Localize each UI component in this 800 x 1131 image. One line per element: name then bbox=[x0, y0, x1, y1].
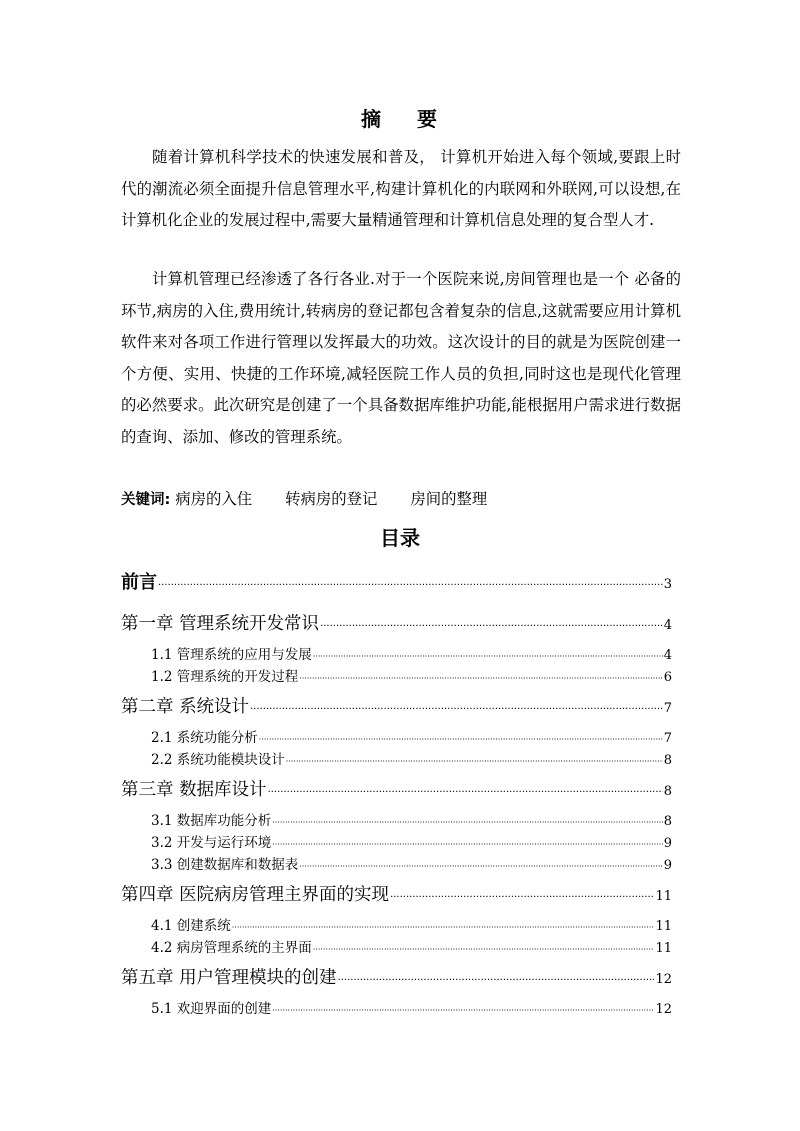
abstract-paragraph-2: 计算机管理已经渗透了各行各业.对于一个医院来说,房间管理也是一个 必备的环节,病房的入住,费用统计,转病房的登记都包含着复杂的信息,这就需要应用计算机软件来对各项工作进行管理以发挥最大的功效。这次设计的目的就是为医院创建一个方便、实用、快捷的工作环境,减轻医院工作人员的负担,同时这也是现代化管理的必然要求。此次研究是创建了一个具备数据库维护功能,能根据用户需求进行数据的查询、添加、修改的管理系统。 bbox=[121, 270, 681, 446]
toc-leader-dots bbox=[390, 892, 654, 903]
toc-entry-page: 12 bbox=[655, 972, 672, 987]
toc-entry-text: 3.1 数据库功能分析 bbox=[151, 813, 272, 829]
keywords-separator: : bbox=[164, 492, 171, 508]
toc-entry-section[interactable] bbox=[151, 748, 672, 768]
toc-entry-chapter-3[interactable] bbox=[121, 776, 672, 801]
toc-leader-dots bbox=[272, 818, 662, 827]
toc-entry-section[interactable] bbox=[151, 643, 672, 663]
toc-entry-section[interactable] bbox=[151, 809, 672, 829]
toc-entry-section[interactable] bbox=[151, 997, 672, 1017]
abstract-title-right: 要 bbox=[417, 107, 439, 131]
toc-leader-dots bbox=[259, 735, 663, 744]
toc-entry-text: 4.2 病房管理系统的主界面 bbox=[151, 940, 312, 956]
toc-entry-page: 4 bbox=[663, 618, 672, 633]
abstract-title bbox=[0, 103, 800, 132]
toc-entry-section[interactable] bbox=[151, 726, 672, 746]
toc-entry-page: 6 bbox=[663, 670, 672, 685]
toc-entry-chapter-2[interactable] bbox=[121, 693, 672, 718]
toc-entry-section[interactable] bbox=[151, 936, 672, 956]
abstract-paragraph-1: 随着计算机科学技术的快速发展和普及， 计算机开始进入每个领域,要跟上时代的潮流必须全面提升信息管理水平,构建计算机化的内联网和外联网,可以设想,在计算机化企业的发展过程中,需要大量精通管理和计算机信息处理的复合型人才. bbox=[121, 148, 681, 229]
toc-entry-text: 4.1 创建系统 bbox=[151, 918, 231, 934]
toc-leader-dots bbox=[313, 945, 655, 954]
toc-entry-text: 1.1 管理系统的应用与发展 bbox=[151, 647, 312, 663]
toc-entry-text: 第三章 数据库设计 bbox=[121, 780, 267, 800]
toc-entry-page: 8 bbox=[663, 753, 672, 768]
toc-leader-dots bbox=[272, 840, 662, 849]
toc-entry-text: 第一章 管理系统开发常识 bbox=[121, 614, 320, 634]
toc-entry-page: 11 bbox=[655, 941, 672, 956]
keywords-line bbox=[121, 486, 681, 513]
toc-entry-page: 11 bbox=[655, 889, 672, 904]
toc-entry-page: 3 bbox=[663, 577, 672, 592]
toc-leader-dots bbox=[158, 580, 663, 591]
toc-entry-section[interactable] bbox=[151, 831, 672, 851]
toc-entry-preface[interactable] bbox=[121, 568, 672, 594]
toc-entry-section[interactable] bbox=[151, 914, 672, 934]
toc-entry-text: 第五章 用户管理模块的创建 bbox=[121, 968, 337, 988]
toc-leader-dots bbox=[313, 652, 663, 661]
toc-leader-dots bbox=[232, 923, 655, 932]
toc-entry-text: 第二章 系统设计 bbox=[121, 697, 250, 717]
toc-entry-text: 5.1 欢迎界面的创建 bbox=[151, 1001, 272, 1017]
toc-entry-text: 3.3 创建数据库和数据表 bbox=[151, 857, 299, 873]
toc-entry-page: 9 bbox=[663, 858, 672, 873]
toc-leader-dots bbox=[250, 704, 663, 715]
toc-leader-dots bbox=[338, 975, 655, 986]
toc-leader-dots bbox=[299, 674, 662, 683]
toc-entry-page: 11 bbox=[655, 919, 672, 934]
toc-entry-text: 2.1 系统功能分析 bbox=[151, 730, 258, 746]
toc-entry-chapter-5[interactable] bbox=[121, 964, 672, 989]
toc-leader-dots bbox=[299, 862, 662, 871]
keyword-item: 房间的整理 bbox=[410, 490, 488, 508]
toc-entry-text: 第四章 医院病房管理主界面的实现 bbox=[121, 885, 390, 905]
toc-leader-dots bbox=[320, 621, 663, 632]
toc-leader-dots bbox=[272, 1006, 654, 1015]
keyword-item: 病房的入住 bbox=[175, 490, 253, 508]
toc-entry-page: 8 bbox=[663, 784, 672, 799]
toc-entry-text: 1.2 管理系统的开发过程 bbox=[151, 669, 299, 685]
toc-entry-text: 2.2 系统功能模块设计 bbox=[151, 752, 285, 768]
keywords-label: 关键词 bbox=[121, 492, 165, 508]
toc-entry-text: 前言 bbox=[121, 572, 157, 593]
toc-entry-page: 7 bbox=[663, 731, 672, 746]
toc-leader-dots bbox=[286, 757, 663, 766]
toc-entry-page: 8 bbox=[663, 814, 672, 829]
toc-entry-chapter-1[interactable] bbox=[121, 610, 672, 635]
keyword-item: 转病房的登记 bbox=[285, 490, 378, 508]
toc-entry-section[interactable] bbox=[151, 853, 672, 873]
toc-entry-page: 7 bbox=[663, 701, 672, 716]
toc-entry-page: 4 bbox=[663, 648, 672, 663]
toc-title: 目录 bbox=[380, 526, 420, 550]
toc-entry-page: 9 bbox=[663, 836, 672, 851]
toc-leader-dots bbox=[268, 787, 663, 798]
abstract-title-left: 摘 bbox=[361, 107, 383, 131]
toc-entry-page: 12 bbox=[655, 1002, 672, 1017]
toc-entry-chapter-4[interactable] bbox=[121, 881, 672, 906]
toc-entry-text: 3.2 开发与运行环境 bbox=[151, 835, 272, 851]
toc-entry-section[interactable] bbox=[151, 665, 672, 685]
